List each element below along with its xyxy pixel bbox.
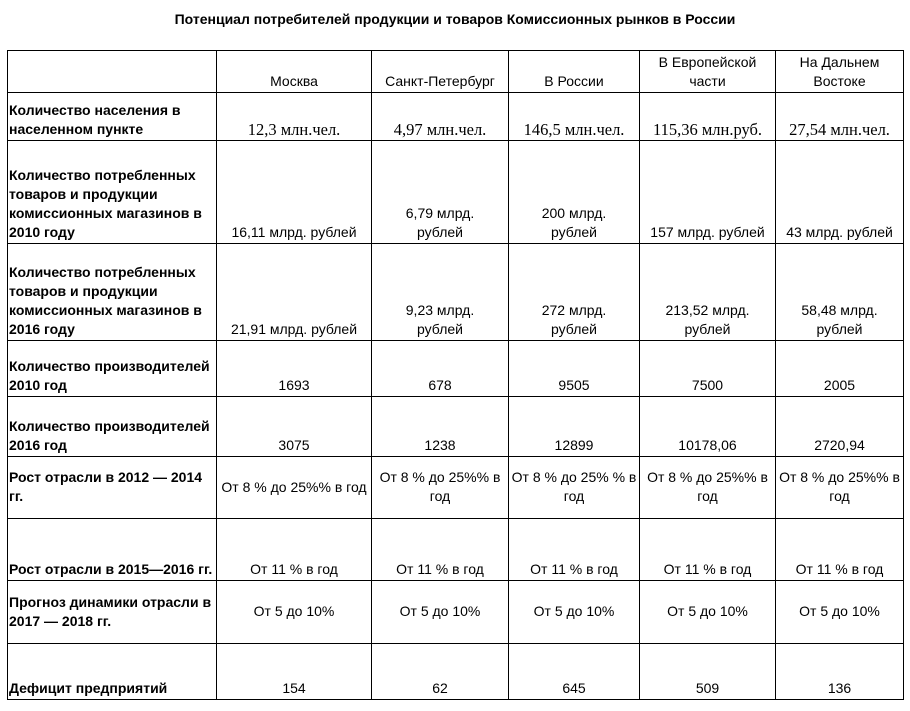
table-cell: От 11 % в год [509,519,640,581]
table-cell: 678 [372,341,509,397]
table-cell: От 5 до 10% [372,581,509,644]
table-cell: 27,54 млн.чел. [776,93,904,141]
table-cell: 200 млрд. рублей [509,141,640,244]
column-header-european-part: В Европейской части [640,51,776,93]
table-row [8,457,904,519]
table-row [8,141,904,244]
table-cell: От 8 % до 25%% в год [776,457,904,519]
row-label-consumption-2010: Количество потребленных товаров и продукции комиссионных магазинов в 2010 году [8,141,217,244]
table-cell: От 8 % до 25%% в год [217,457,372,519]
table-cell: 213,52 млрд. рублей [640,244,776,341]
table-cell: 115,36 млн.руб. [640,93,776,141]
row-label-producers-2016: Количество производителей 2016 год [8,397,217,457]
table-row [8,644,904,700]
table-cell: От 8 % до 25%% в год [640,457,776,519]
table-cell: От 11 % в год [640,519,776,581]
table-cell: 645 [509,644,640,700]
table-cell: 12899 [509,397,640,457]
table-cell: 16,11 млрд. рублей [217,141,372,244]
table-cell: От 11 % в год [372,519,509,581]
table-cell: От 11 % в год [776,519,904,581]
table-cell: 62 [372,644,509,700]
table-cell: 1238 [372,397,509,457]
table-cell: 4,97 млн.чел. [372,93,509,141]
column-header-spb: Санкт-Петербург [372,51,509,93]
table-cell: От 5 до 10% [217,581,372,644]
table-cell: 12,3 млн.чел. [217,93,372,141]
table-cell: От 5 до 10% [509,581,640,644]
table-row [8,93,904,141]
table-cell: 58,48 млрд. рублей [776,244,904,341]
table-cell: 43 млрд. рублей [776,141,904,244]
table-cell: 136 [776,644,904,700]
table-cell: 272 млрд. рублей [509,244,640,341]
column-header-russia: В России [509,51,640,93]
table-cell: 9,23 млрд. рублей [372,244,509,341]
row-label-growth-2012-2014: Рост отрасли в 2012 — 2014 гг. [8,457,217,519]
table-cell: 21,91 млрд. рублей [217,244,372,341]
table-cell: 154 [217,644,372,700]
table-cell: 1693 [217,341,372,397]
row-label-enterprise-deficit: Дефицит предприятий [8,644,217,700]
table-cell: 9505 [509,341,640,397]
row-label-forecast-2017-2018: Прогноз динамики отрасли в 2017 — 2018 гг. [8,581,217,644]
column-header-moscow: Москва [217,51,372,93]
table-row [8,341,904,397]
header-corner-cell [8,51,217,93]
row-label-producers-2010: Количество производителей 2010 год [8,341,217,397]
header-row [8,51,904,93]
table-cell: 157 млрд. рублей [640,141,776,244]
table-cell: От 5 до 10% [640,581,776,644]
table-cell: 6,79 млрд. рублей [372,141,509,244]
table-cell: От 8 % до 25%% в год [372,457,509,519]
table-cell: От 8 % до 25% % в год [509,457,640,519]
table-cell: От 5 до 10% [776,581,904,644]
table-cell: 7500 [640,341,776,397]
table-row [8,519,904,581]
row-label-consumption-2016: Количество потребленных товаров и продукции комиссионных магазинов в 2016 году [8,244,217,341]
table-cell: 146,5 млн.чел. [509,93,640,141]
table-title: Потенциал потребителей продукции и товаров Комиссионных рынков в России [174,11,736,27]
row-label-growth-2015-2016: Рост отрасли в 2015—2016 гг. [8,519,217,581]
table-row [8,397,904,457]
table-row [8,581,904,644]
column-header-far-east: На Дальнем Востоке [776,51,904,93]
consumer-potential-table [7,50,904,700]
table-cell: 509 [640,644,776,700]
table-row [8,244,904,341]
table-cell: 10178,06 [640,397,776,457]
table-cell: От 11 % в год [217,519,372,581]
table-cell: 2005 [776,341,904,397]
row-label-population: Количество населения в населенном пункте [8,93,217,141]
table-cell: 3075 [217,397,372,457]
table-cell: 2720,94 [776,397,904,457]
